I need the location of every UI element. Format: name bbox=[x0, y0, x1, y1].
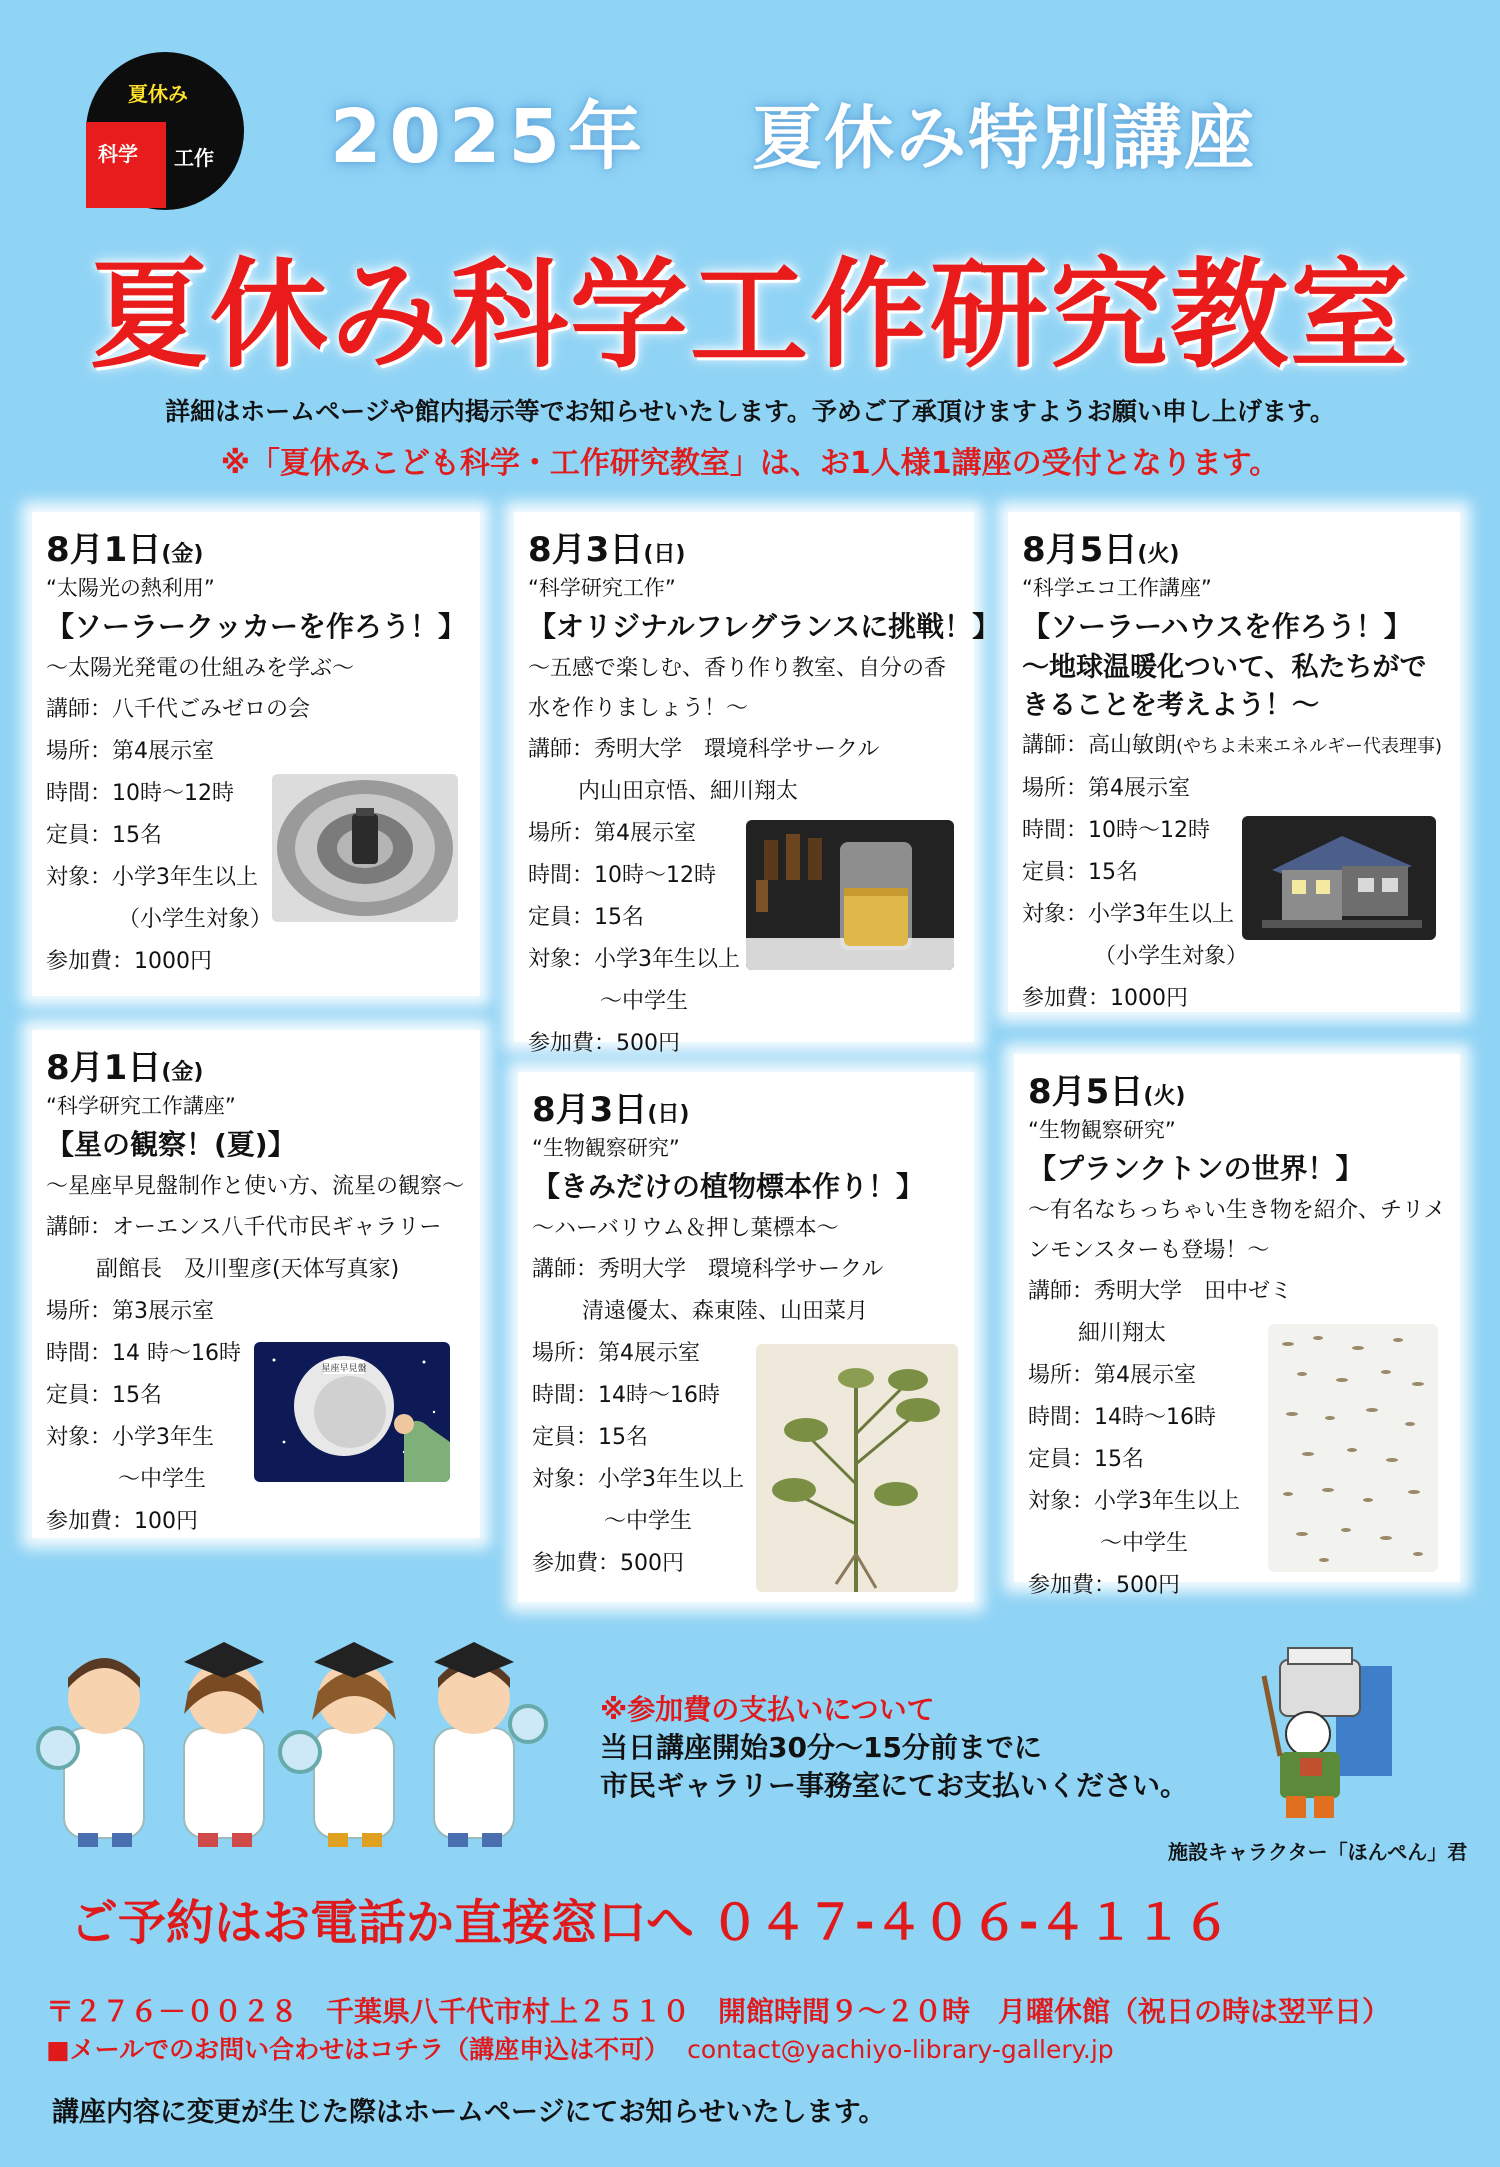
course-time: 時間：10時～12時 bbox=[528, 863, 716, 888]
course-fee: 参加費：100円 bbox=[46, 1509, 198, 1534]
course-fee: 参加費：500円 bbox=[532, 1551, 684, 1576]
logo-craft-text: 工作 bbox=[174, 146, 214, 170]
logo-summer-text: 夏休み bbox=[128, 82, 188, 106]
course-title: 【きみだけの植物標本作り！】 bbox=[532, 1170, 925, 1203]
course-instructor: 講師：秀明大学 田中ゼミ bbox=[1028, 1279, 1293, 1304]
course-place: 場所：第3展示室 bbox=[46, 1299, 214, 1324]
course-category: “生物観察研究” bbox=[532, 1136, 680, 1160]
course-time: 時間：14時～16時 bbox=[1028, 1405, 1216, 1430]
course-target-2: （小学生対象） bbox=[118, 907, 273, 932]
course-instructor: 講師：秀明大学 環境科学サークル bbox=[532, 1257, 884, 1282]
course-target: 対象：小学3年生以上 bbox=[1022, 902, 1234, 927]
course-target-2: ～中学生 bbox=[600, 989, 689, 1014]
course-target-2: （小学生対象） bbox=[1094, 944, 1249, 969]
course-capacity: 定員：15名 bbox=[46, 1383, 162, 1408]
course-place: 場所：第4展示室 bbox=[1028, 1363, 1196, 1388]
course-subtitle: ～星座早見盤制作と使い方、流星の観察～ bbox=[46, 1174, 465, 1199]
course-time: 時間：14 時～16時 bbox=[46, 1341, 241, 1366]
course-card-1 bbox=[32, 512, 480, 996]
course-subtitle: ～地球温暖化ついて、私たちができることを考えよう！～ bbox=[1022, 652, 1427, 721]
notice-red-text: ※「夏休みこども科学・工作研究教室」は、お1人様1講座の受付となります。 bbox=[220, 446, 1280, 481]
course-place: 場所：第4展示室 bbox=[46, 739, 214, 764]
course-card-4 bbox=[32, 1030, 480, 1538]
course-subtitle: ～ハーバリウム＆押し葉標本～ bbox=[532, 1216, 839, 1241]
mail-label: ■メールでのお問い合わせはコチラ（講座申込は不可） bbox=[46, 2035, 670, 2064]
course-capacity: 定員：15名 bbox=[1022, 860, 1138, 885]
course-target: 対象：小学3年生以上 bbox=[528, 947, 740, 972]
course-category: “科学研究工作講座” bbox=[46, 1094, 236, 1118]
course-title: 【星の観察！(夏)】 bbox=[46, 1128, 296, 1161]
course-date: 8月1日 bbox=[46, 1048, 162, 1088]
course-place: 場所：第4展示室 bbox=[1022, 776, 1190, 801]
payment-line-1: 当日講座開始30分～15分前までに bbox=[600, 1731, 1042, 1764]
course-fee: 参加費：1000円 bbox=[1022, 986, 1188, 1011]
address-hours: 〒２７６－００２８ 千葉県八千代市村上２５１０ 開館時間９～２０時 月曜休館（祝日の時は翌平日） bbox=[46, 1995, 1391, 2028]
payment-heading: ※参加費の支払いについて bbox=[600, 1693, 935, 1726]
course-capacity: 定員：15名 bbox=[1028, 1447, 1144, 1472]
course-target: 対象：小学3年生以上 bbox=[532, 1467, 744, 1492]
course-target-2: ～中学生 bbox=[1100, 1531, 1189, 1556]
course-instructor-2: 内山田京悟、細川翔太 bbox=[578, 779, 799, 804]
course-dow: (日) bbox=[647, 1102, 690, 1127]
course-fee: 参加費：1000円 bbox=[46, 949, 212, 974]
course-place: 場所：第4展示室 bbox=[532, 1341, 700, 1366]
course-time: 時間：10時～12時 bbox=[46, 781, 234, 806]
mascot-caption: 施設キャラクター「ほんぺん」君 bbox=[1168, 1840, 1468, 1864]
course-instructor-note: (やちよ未来エネルギー代表理事) bbox=[1176, 736, 1443, 757]
star-chart-label: 星座早見盤 bbox=[321, 1364, 367, 1374]
title-year: 2025年 bbox=[330, 94, 650, 180]
course-card-3 bbox=[1008, 512, 1460, 1012]
course-target: 対象：小学3年生 bbox=[46, 1425, 214, 1450]
course-target: 対象：小学3年生以上 bbox=[1028, 1489, 1240, 1514]
fragrance-photo bbox=[746, 820, 954, 970]
notice-text: 詳細はホームページや館内掲示等でお知らせいたします。予めご了承頂けますようお願い申し上げます。 bbox=[165, 397, 1335, 426]
star-chart-photo bbox=[254, 1342, 450, 1482]
course-dow: (日) bbox=[643, 542, 686, 567]
course-time: 時間：14時～16時 bbox=[532, 1383, 720, 1408]
course-date: 8月5日 bbox=[1022, 530, 1138, 570]
change-notice: 講座内容に変更が生じた際はホームページにてお知らせいたします。 bbox=[52, 2097, 886, 2128]
course-target-2: ～中学生 bbox=[118, 1467, 207, 1492]
course-card-2 bbox=[514, 512, 1001, 1056]
reservation-phone: ご予約はお電話か直接窓口へ ０４７-４０６-４１１６ bbox=[70, 1895, 1231, 1951]
course-instructor: 講師：八千代ごみゼロの会 bbox=[46, 697, 311, 722]
course-title: 【プランクトンの世界！】 bbox=[1028, 1152, 1364, 1185]
course-capacity: 定員：15名 bbox=[532, 1425, 648, 1450]
course-title: 【ソーラークッカーを作ろう！】 bbox=[46, 610, 467, 643]
course-card-6 bbox=[1014, 1054, 1460, 1598]
course-title: 【ソーラーハウスを作ろう！】 bbox=[1022, 610, 1412, 643]
course-subtitle: ～五感で楽しむ、香り作り教室、自分の香水を作りましょう！～ bbox=[528, 656, 947, 721]
course-date: 8月3日 bbox=[528, 530, 644, 570]
course-place: 場所：第4展示室 bbox=[528, 821, 696, 846]
course-card-5 bbox=[518, 1072, 974, 1602]
course-dow: (金) bbox=[161, 542, 204, 567]
course-date: 8月3日 bbox=[532, 1090, 648, 1130]
course-capacity: 定員：15名 bbox=[528, 905, 644, 930]
mascot-honpen-illustration bbox=[1240, 1636, 1400, 1826]
plant-specimen-photo bbox=[756, 1344, 958, 1592]
course-instructor-2: 細川翔太 bbox=[1078, 1321, 1167, 1346]
course-category: “太陽光の熱利用” bbox=[46, 576, 215, 600]
course-subtitle: ～有名なちっちゃい生き物を紹介、チリメンモンスターも登場！～ bbox=[1028, 1198, 1446, 1263]
course-target-2: ～中学生 bbox=[604, 1509, 693, 1534]
course-title: 【オリジナルフレグランスに挑戦！】 bbox=[528, 610, 1001, 643]
course-date: 8月5日 bbox=[1028, 1072, 1144, 1112]
course-dow: (火) bbox=[1137, 542, 1180, 567]
course-instructor: 講師：オーエンス八千代市民ギャラリー bbox=[46, 1215, 442, 1240]
course-instructor: 講師：高山敏朗 bbox=[1022, 733, 1177, 758]
kids-scientists-illustration bbox=[34, 1628, 554, 1858]
page-title: 夏休み科学工作研究教室 bbox=[89, 246, 1410, 384]
course-subtitle: ～太陽光発電の仕組みを学ぶ～ bbox=[46, 656, 355, 681]
mail-address-link[interactable]: contact@yachiyo-library-gallery.jp bbox=[687, 2035, 1114, 2064]
plankton-photo bbox=[1268, 1324, 1438, 1572]
course-capacity: 定員：15名 bbox=[46, 823, 162, 848]
solar-cooker-photo bbox=[272, 774, 458, 922]
course-fee: 参加費：500円 bbox=[1028, 1573, 1180, 1598]
course-dow: (金) bbox=[161, 1060, 204, 1085]
logo-science-text: 科学 bbox=[98, 142, 138, 166]
title-special: 夏休み特別講座 bbox=[752, 97, 1256, 179]
course-category: “科学エコ工作講座” bbox=[1022, 576, 1212, 600]
course-instructor: 講師：秀明大学 環境科学サークル bbox=[528, 737, 880, 762]
course-date: 8月1日 bbox=[46, 530, 162, 570]
course-category: “生物観察研究” bbox=[1028, 1118, 1176, 1142]
course-fee: 参加費：500円 bbox=[528, 1031, 680, 1056]
course-category: “科学研究工作” bbox=[528, 576, 676, 600]
payment-line-2: 市民ギャラリー事務室にてお支払いください。 bbox=[600, 1769, 1189, 1802]
course-time: 時間：10時～12時 bbox=[1022, 818, 1210, 843]
course-target: 対象：小学3年生以上 bbox=[46, 865, 258, 890]
course-dow: (火) bbox=[1143, 1084, 1186, 1109]
course-instructor-2: 清遠優太、森東陸、山田菜月 bbox=[582, 1299, 869, 1324]
solar-house-photo bbox=[1242, 816, 1436, 940]
course-instructor-2: 副館長 及川聖彦(天体写真家) bbox=[96, 1257, 400, 1282]
